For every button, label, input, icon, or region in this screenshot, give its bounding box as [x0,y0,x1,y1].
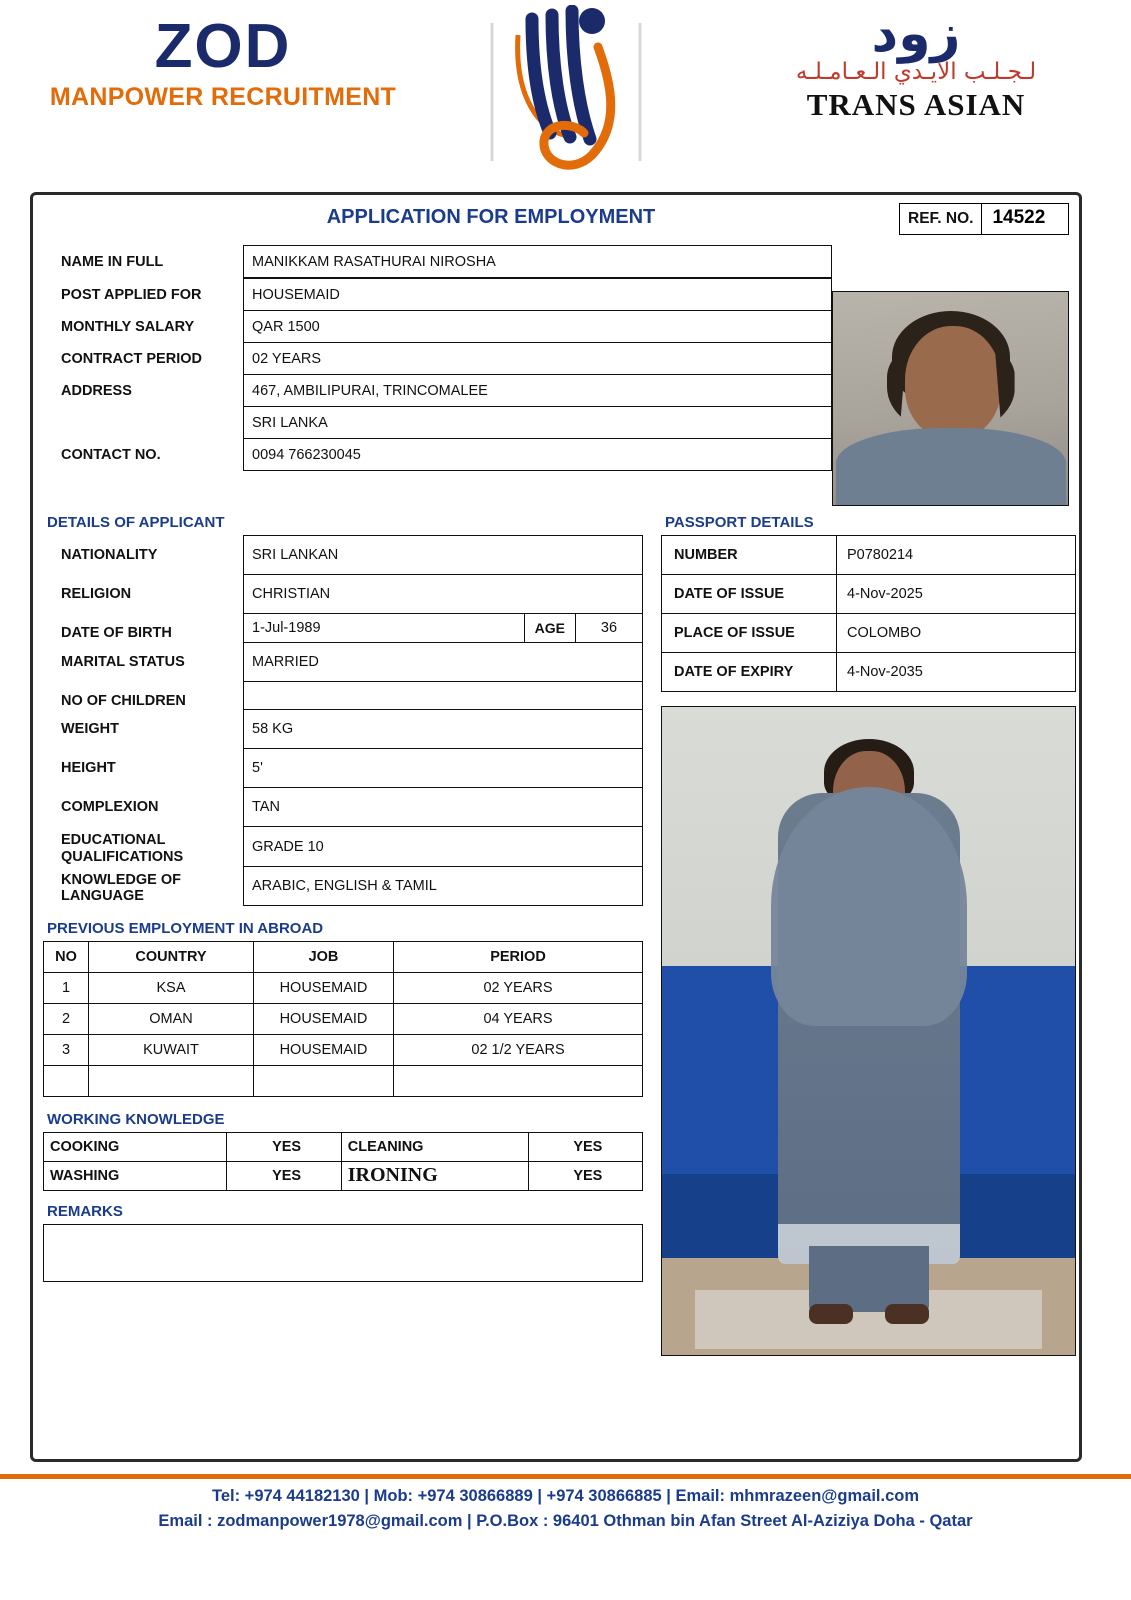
row-date-of-expiry [661,652,1076,692]
label-education-line1: EDUCATIONAL [61,832,166,849]
value-cooking: YES [227,1132,341,1161]
row-no-of-children [43,681,643,710]
previous-employment-table [43,941,643,1097]
label-religion: RELIGION [61,586,132,602]
label-ironing: IRONING [341,1161,528,1190]
footer-contact-line1: Tel: +974 44182130 | Mob: +974 30866889 | +974 30866885 | Email: mhmrazeen@gmail.com [211,1487,919,1505]
row-religion [43,574,643,613]
value-address-line1: 467, AMBILIPURAI, TRINCOMALEE [243,374,832,406]
applicant-details [43,506,643,1356]
page-header [0,0,1131,190]
cell-period: 04 YEARS [394,1003,643,1034]
previous-employment-heading: PREVIOUS EMPLOYMENT IN ABROAD [47,919,324,937]
remarks-box [43,1224,643,1282]
working-knowledge-heading: WORKING KNOWLEDGE [47,1110,225,1128]
working-knowledge-table [43,1132,643,1191]
label-name-in-full: NAME IN FULL [61,254,164,270]
table-row [44,1003,643,1034]
value-education: GRADE 10 [243,826,643,865]
label-cooking: COOKING [44,1132,227,1161]
brand-left [18,14,428,112]
applicant-top-section [43,245,1069,506]
row-passport-number [661,535,1076,574]
value-post-applied: HOUSEMAID [243,278,832,310]
label-address-spacer [43,406,243,438]
table-row [44,972,643,1003]
remarks-heading: REMARKS [47,1202,123,1220]
table-row [44,1065,643,1096]
cell-period: 02 YEARS [394,972,643,1003]
row-date-of-issue [661,574,1076,613]
cell-period [394,1065,643,1096]
label-height: HEIGHT [61,760,116,777]
cell-job [254,1065,394,1096]
value-place-of-issue: COLOMBO [836,613,1076,652]
label-passport-number: NUMBER [661,535,836,574]
passport-section [661,506,1076,1356]
ref-value: 14522 [992,207,1046,228]
label-age: AGE [524,614,576,642]
value-ironing: YES [528,1161,642,1190]
brand-right [721,6,1111,123]
application-form [30,192,1082,1462]
value-address-line2: SRI LANKA [243,406,832,438]
row-height [43,748,643,787]
value-religion: CHRISTIAN [243,574,643,613]
value-contract-period: 02 YEARS [243,342,832,374]
cell-country: KUWAIT [89,1034,254,1065]
cell-job: HOUSEMAID [254,1034,394,1065]
label-education [43,826,243,865]
table-row [44,1161,643,1190]
value-name-in-full: MANIKKAM RASATHURAI NIROSHA [243,245,832,278]
label-cleaning: CLEANING [341,1132,528,1161]
label-language-line1: KNOWLEDGE OF [61,871,182,888]
value-date-of-expiry: 4-Nov-2035 [836,652,1076,692]
details-section [43,506,1069,1356]
value-date-of-issue: 4-Nov-2025 [836,574,1076,613]
row-marital-status [43,642,643,681]
cell-no: 3 [44,1034,89,1065]
value-cleaning: YES [528,1132,642,1161]
label-no-of-children: NO OF CHILDREN [61,692,186,709]
value-weight: 58 KG [243,709,643,748]
row-nationality [43,535,643,574]
label-contact-no: CONTACT NO. [61,447,161,463]
brand-tagline: MANPOWER RECRUITMENT [49,83,397,112]
ref-label: REF. NO. [900,204,982,234]
label-post-applied: POST APPLIED FOR [61,287,202,303]
field-address-line2 [43,406,832,438]
label-nationality: NATIONALITY [61,547,158,563]
cell-job: HOUSEMAID [254,1003,394,1034]
value-monthly-salary: QAR 1500 [243,310,832,342]
value-complexion: TAN [243,787,643,826]
value-height: 5' [243,748,643,787]
label-address: ADDRESS [61,383,132,399]
value-washing: YES [227,1161,341,1190]
brand-arabic-tagline: لـجـلـب الايـدي الـعـامـلـه [795,59,1037,86]
col-job: JOB [254,941,394,972]
value-date-of-birth-group [243,613,643,642]
cell-job: HOUSEMAID [254,972,394,1003]
cell-no [44,1065,89,1096]
row-place-of-issue [661,613,1076,652]
row-education [43,826,643,865]
page-title: APPLICATION FOR EMPLOYMENT [326,206,656,228]
field-post-applied [43,278,832,310]
value-date-of-birth: 1-Jul-1989 [252,619,321,636]
label-education-line2: QUALIFICATIONS [61,849,184,866]
col-period: PERIOD [394,941,643,972]
passport-details-heading: PASSPORT DETAILS [665,514,814,531]
label-date-of-issue: DATE OF ISSUE [661,574,836,613]
value-nationality: SRI LANKAN [243,535,643,574]
label-language-line2: LANGUAGE [61,888,144,905]
footer-divider [0,1474,1131,1479]
applicant-details-heading: DETAILS OF APPLICANT [47,514,225,531]
cell-country [89,1065,254,1096]
cell-no: 1 [44,972,89,1003]
label-complexion: COMPLEXION [61,799,159,816]
label-date-of-birth: DATE OF BIRTH [61,625,172,641]
value-marital-status: MARRIED [243,642,643,681]
field-monthly-salary [43,310,832,342]
cell-country: OMAN [89,1003,254,1034]
label-date-of-expiry: DATE OF EXPIRY [661,652,836,692]
label-monthly-salary: MONTHLY SALARY [61,319,195,335]
value-passport-number: P0780214 [836,535,1076,574]
cell-period: 02 1/2 YEARS [394,1034,643,1065]
col-no: NO [44,941,89,972]
label-contract-period: CONTRACT PERIOD [61,351,202,367]
brand-trans-asian: TRANS ASIAN [806,87,1026,123]
company-logo-icon [480,5,650,180]
value-contact-no: 0094 766230045 [243,438,832,471]
table-row [44,1034,643,1065]
row-complexion [43,787,643,826]
value-age: 36 [600,619,618,636]
label-weight: WEIGHT [61,721,119,738]
row-weight [43,709,643,748]
top-fields [43,245,832,506]
row-language [43,866,643,906]
field-contract-period [43,342,832,374]
footer-contact-line2: Email : zodmanpower1978@gmail.com | P.O.Box : 96401 Othman bin Afan Street Al-Aziziya Doha - Qatar [158,1511,973,1530]
label-washing: WASHING [44,1161,227,1190]
cell-country: KSA [89,972,254,1003]
brand-arabic-name: زود [871,4,961,64]
table-row [44,1132,643,1161]
col-country: COUNTRY [89,941,254,972]
field-contact-no [43,438,832,471]
label-place-of-issue: PLACE OF ISSUE [661,613,836,652]
row-date-of-birth [43,613,643,642]
value-no-of-children [243,681,643,710]
form-title-row [43,203,1069,239]
field-address [43,374,832,406]
value-language: ARABIC, ENGLISH & TAMIL [243,866,643,906]
page-footer [0,1484,1131,1534]
label-marital-status: MARITAL STATUS [61,653,185,670]
brand-logo-text: ZOD [154,12,292,81]
label-language [43,866,243,906]
cell-no: 2 [44,1003,89,1034]
table-header-row [44,941,643,972]
applicant-full-body-photo [661,706,1076,1356]
field-name-in-full [43,245,832,278]
reference-number-box [899,203,1069,235]
applicant-passport-photo [832,291,1069,506]
